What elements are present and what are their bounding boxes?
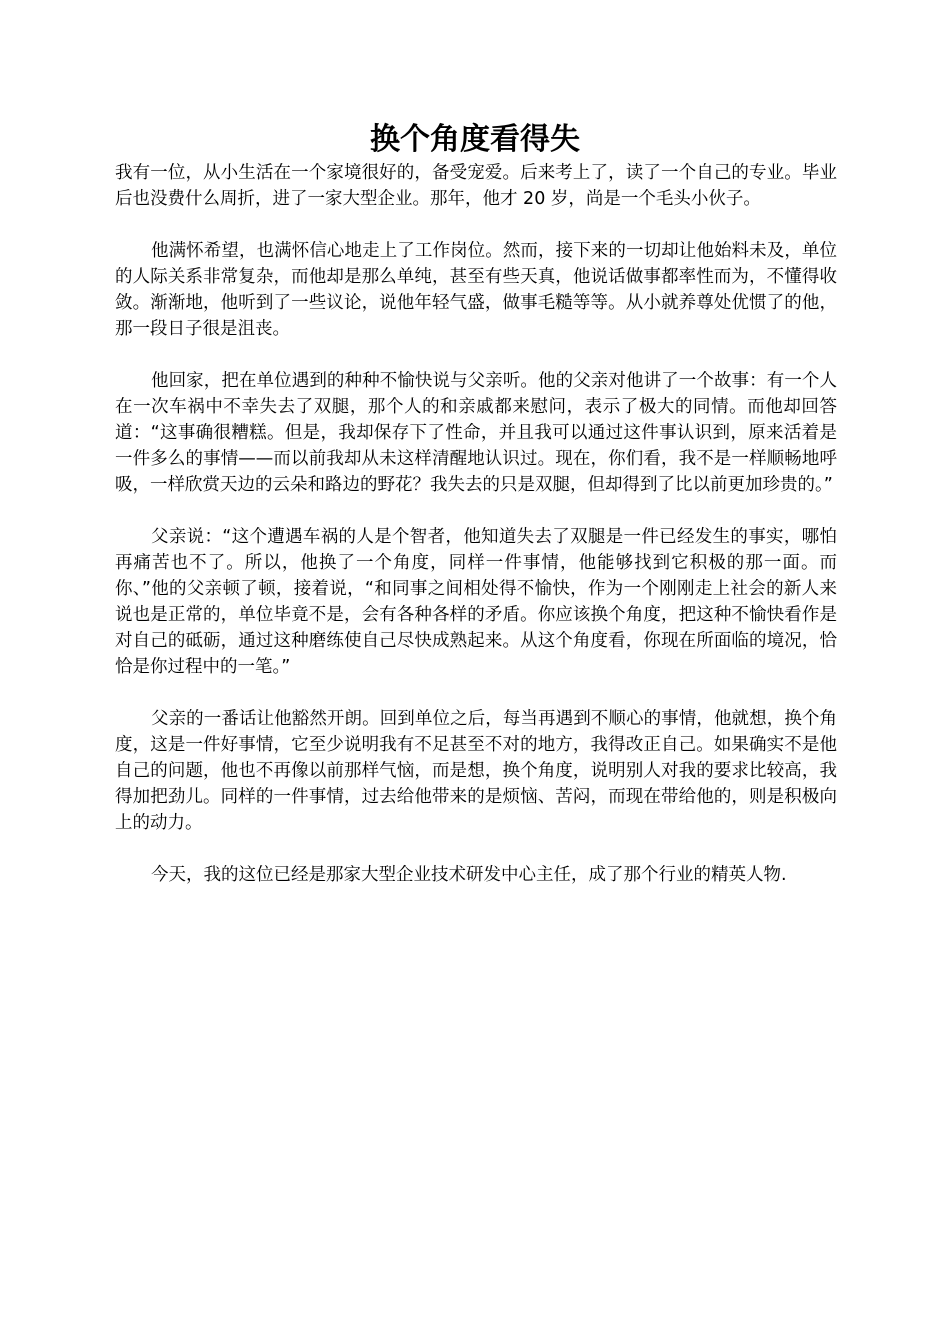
paragraph-1: 我有一位，从小生活在一个家境很好的，备受宠爱。后来考上了，读了一个自己的专业。毕业后也没费什么周折，进了一家大型企业。那年，他才 20 岁，尚是一个毛头小伙子。 [115, 163, 837, 209]
paragraph-2: 他满怀希望，也满怀信心地走上了工作岗位。然而，接下来的一切却让他始料未及，单位的人际关系非常复杂，而他却是那么单纯，甚至有些天真，他说话做事都率性而为，不懂得收敛。渐渐地，他听到了一些议论，说他年轻气盛，做事毛糙等等。从小就养尊处优惯了的他，那一段日子很是沮丧。 [115, 241, 837, 339]
paragraph-6: 今天，我的这位已经是那家大型企业技术研发中心主任，成了那个行业的精英人物. [151, 865, 787, 885]
document-title: 换个角度看得失 [370, 122, 580, 157]
paragraph-5: 父亲的一番话让他豁然开朗。回到单位之后，每当再遇到不顺心的事情，他就想，换个角度，这是一件好事情，它至少说明我有不足甚至不对的地方，我得改正自己。如果确实不是他自己的问题，他也不再像以前那样气恼，而是想，换个角度，说明别人对我的要求比较高，我得加把劲儿。同样的一件事情，过去给他带来的是烦恼、苦闷，而现在带给他的，则是积极向上的动力。 [115, 709, 837, 833]
document-body [115, 160, 837, 914]
paragraph-3: 他回家，把在单位遇到的种种不愉快说与父亲听。他的父亲对他讲了一个故事：有一个人在一次车祸中不幸失去了双腿，那个人的和亲戚都来慰问，表示了极大的同情。而他却回答道：“这事确很糟糕。但是，我却保存下了性命，并且我可以通过这件事认识到，原来活着是一件多么的事情——而以前我却从未这样清醒地认识过。现在，你们看，我不是一样顺畅地呼吸，一样欣赏天边的云朵和路边的野花？我失去的只是双腿，但却得到了比以前更加珍贵的。” [115, 371, 837, 495]
paragraph-4: 父亲说：“这个遭遇车祸的人是个智者，他知道失去了双腿是一件已经发生的事实，哪怕再痛苦也不了。所以，他换了一个角度，同样一件事情，他能够找到它积极的那一面。而你、”他的父亲顿了顿，接着说，“和同事之间相处得不愉快，作为一个刚刚走上社会的新人来说也是正常的，单位毕竟不是，会有各种各样的矛盾。你应该换个角度，把这种不愉快看作是对自己的砥砺，通过这种磨练使自己尽快成熟起来。从这个角度看，你现在所面临的境况，恰恰是你过程中的一笔。” [115, 527, 837, 677]
